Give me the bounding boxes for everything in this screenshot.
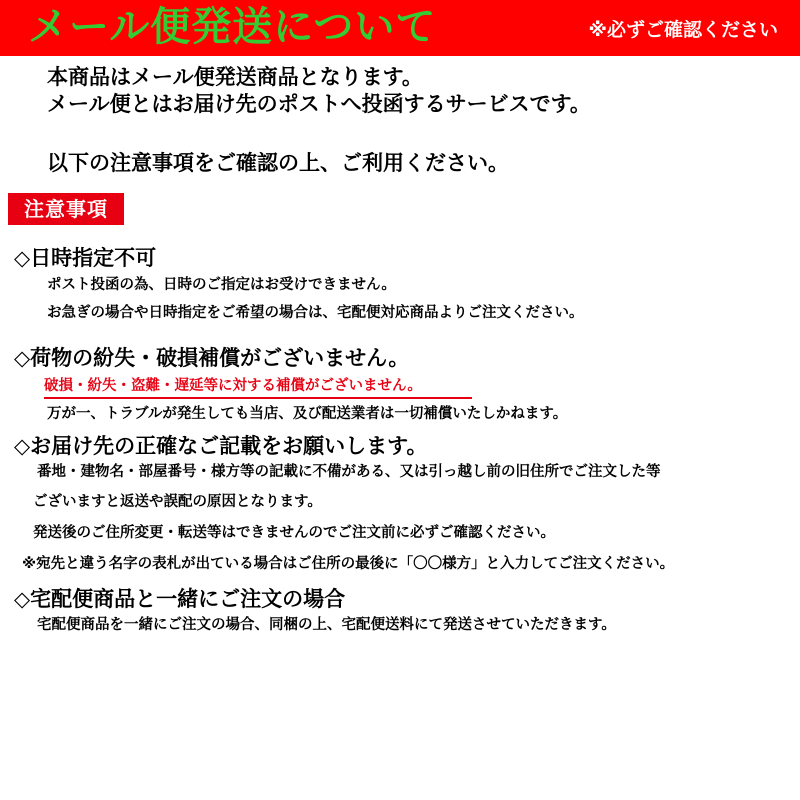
section-line: ございますと返送や誤配の原因となります。 (33, 494, 322, 510)
header-banner (0, 0, 800, 56)
banner-title: メール便発送について (28, 4, 437, 50)
section-heading-compensation: ◇荷物の紛失・破損補償がございません。 (14, 346, 410, 370)
section-line: 万が一、トラブルが発生しても当店、及び配送業者は一切補償いたしかねます。 (47, 406, 568, 422)
section-line: ポスト投函の為、日時のご指定はお受けできません。 (47, 277, 396, 293)
section-heading-combined-order: ◇宅配便商品と一緒にご注文の場合 (14, 587, 346, 611)
notice-tag: 注意事項 (8, 193, 124, 225)
section-heading-address: ◇お届け先の正確なご記載をお願いします。 (14, 434, 428, 458)
banner-note: ※必ずご確認ください (588, 19, 778, 41)
section-heading-datetime: ◇日時指定不可 (14, 246, 157, 270)
intro-line-1: 本商品はメール便発送商品となります。 (47, 65, 423, 89)
section-line: お急ぎの場合や日時指定をご希望の場合は、宅配便対応商品よりご注文ください。 (47, 305, 584, 321)
intro-line-2: メール便とはお届け先のポストへ投函するサービスです。 (47, 92, 591, 116)
section-line: ※宛先と違う名字の表札が出ている場合はご住所の最後に「〇〇様方」と入力してご注文ください。 (22, 556, 675, 572)
section-line: 宅配便商品を一緒にご注文の場合、同梱の上、宅配便送料にて発送させていただきます。 (37, 617, 616, 633)
section-line: 発送後のご住所変更・転送等はできませんのでご注文前に必ずご確認ください。 (33, 525, 555, 541)
intro-line-3: 以下の注意事項をご確認の上、ご利用ください。 (47, 151, 509, 175)
warning-line: 破損・紛失・盗難・遅延等に対する補償がございません。 (44, 376, 472, 399)
section-line: 番地・建物名・部屋番号・様方等の記載に不備がある、又は引っ越し前の旧住所でご注文した等 (37, 464, 661, 480)
